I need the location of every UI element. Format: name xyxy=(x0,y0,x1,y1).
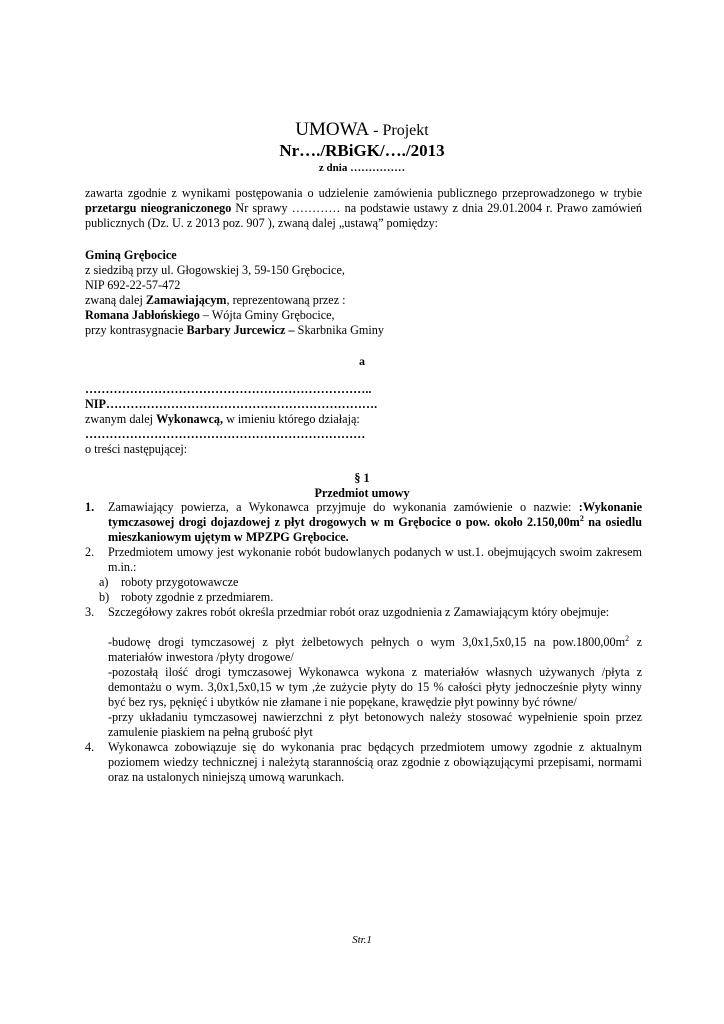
section-number: § 1 xyxy=(354,471,370,485)
contractor-name-line: …………………………………………………………….. xyxy=(85,382,372,396)
party-nip: NIP 692-22-57-472 xyxy=(85,278,181,292)
item-detail xyxy=(85,665,642,710)
section-title: Przedmiot umowy xyxy=(314,486,410,500)
contractor-rep-line: …………………………………………………………… xyxy=(85,427,366,441)
contract-items xyxy=(85,500,642,785)
intro-text-1: zawarta zgodnie z wynikami postępowania o udzielenie zamówienia publicznego przeprowadzonego w trybie xyxy=(85,186,642,200)
detail-text: -przy układaniu tymczasowej nawierzchni z płyt betonowych należy stosować wypełnienie spoin przez zamulenie piaskiem na pełną grubość płyt xyxy=(108,710,642,739)
sub-letter: b) xyxy=(99,590,110,604)
party-mayor xyxy=(85,308,642,323)
counter-role: Skarbnika Gminy xyxy=(294,323,384,337)
item-detail xyxy=(85,635,642,665)
called-post: w imieniu którego działają: xyxy=(223,412,360,426)
rep-pre: zwaną dalej xyxy=(85,293,146,307)
contractor-content: o treści następującej: xyxy=(85,442,188,456)
item-text: Szczegółowy zakres robót określa przedmiar robót oraz uzgodnienia z Zamawiającym który obejmuje: xyxy=(108,605,610,619)
mayor-role: – Wójta Gminy Grębocice, xyxy=(199,308,335,322)
item-detail xyxy=(85,710,642,740)
item-sup: 2 xyxy=(579,513,584,523)
intro-text-2: Nr sprawy ………… na podstawie ustawy z dnia 29.01.2004 r. Prawo zamówień publicznych (Dz. U. z 2013 poz. 907 ), zwaną dalej „ustawą” pomiędzy: xyxy=(85,201,643,230)
item-text: Wykonawca zobowiązuje się do wykonania prac będących przedmiotem umowy zgodnie z aktualnym poziomem wiedzy technicznej i należytą starannością oraz zgodnie z obowiązującymi przepisami, normami oraz na ustalonych niniejszą umową warunkach. xyxy=(108,740,642,784)
item-number: 1. xyxy=(85,500,95,514)
party-address: z siedzibą przy ul. Głogowskiej 3, 59-150 Grębocice, xyxy=(85,263,345,277)
item-subject-end: na osiedlu mieszkaniowym ujętym w MPZPG Grębocice. xyxy=(108,515,642,544)
title-suffix: - Projekt xyxy=(369,122,429,139)
title-main: UMOWA xyxy=(295,119,370,140)
party-countersign xyxy=(85,323,642,338)
detail-sup: 2 xyxy=(625,633,630,643)
list-item xyxy=(85,500,642,545)
item-number: 2. xyxy=(85,545,95,559)
list-item xyxy=(85,545,642,575)
item-number: 4. xyxy=(85,740,95,754)
detail-text: -pozostałą ilość drogi tymczasowej Wykonawca wykona z materiałów własnych używanych /płyta z demontażu o wym. 3,0x1,5x0,15 w tym ,że zużycie płyty do 15 % całości płyty jednocześnie płyty winny być bez rys, pęknięć i ubytków nie złamane i nie popękane, krawędzie płyt powinny być równe/ xyxy=(108,665,642,709)
counter-pre: przy kontrasygnacie xyxy=(85,323,187,337)
item-text: Zamawiający powierza, a Wykonawca przyjmuje do wykonania zamówienie o nazwie: xyxy=(108,500,579,514)
rep-post: , reprezentowaną przez : xyxy=(226,293,346,307)
rep-bold: Zamawiającym xyxy=(145,293,227,307)
party-representation xyxy=(85,293,642,308)
item-number: 3. xyxy=(85,605,95,619)
ordering-party xyxy=(85,248,642,338)
sub-letter: a) xyxy=(99,575,109,589)
contract-number: Nr…./RBiGK/…./2013 xyxy=(279,141,445,160)
party-separator: a xyxy=(359,354,365,368)
sub-item xyxy=(85,590,642,605)
sub-item xyxy=(85,575,642,590)
detail-text: -budowę drogi tymczasowej z płyt żelbetowych pełnych o wym 3,0x1,5x0,15 na pow.1800,00m xyxy=(108,635,626,649)
intro-paragraph xyxy=(85,186,642,231)
party-name: Gminą Grębocice xyxy=(85,248,177,262)
contractor-called xyxy=(85,412,642,427)
detail-text-end: z materiałów inwestora /płyty drogowe/ xyxy=(108,635,642,664)
called-pre: zwanym dalej xyxy=(85,412,157,426)
list-item xyxy=(85,740,642,785)
item-subject: :Wykonanie tymczasowej drogi dojazdowej z płyt drogowych w m Grębocice o pow. około 2.150,00m xyxy=(108,500,642,529)
sub-text: roboty zgodnie z przedmiarem. xyxy=(121,590,274,604)
called-bold: Wykonawcą, xyxy=(156,412,224,426)
intro-mode: przetargu nieograniczonego xyxy=(85,201,232,215)
counter-name: Barbary Jurcewicz – xyxy=(186,323,295,337)
contract-date: z dnia …………… xyxy=(318,162,406,174)
contractor-block xyxy=(85,382,642,457)
contractor-nip-line: NIP…………………………………………………………. xyxy=(85,397,378,411)
list-item xyxy=(85,605,642,620)
mayor-name: Romana Jabłońskiego xyxy=(85,308,200,322)
sub-text: roboty przygotowawcze xyxy=(121,575,239,589)
item-text: Przedmiotem umowy jest wykonanie robót budowlanych podanych w ust.1. obejmujących swoim zakresem m.in.: xyxy=(108,545,642,574)
page-number: Str.1 xyxy=(352,934,372,946)
